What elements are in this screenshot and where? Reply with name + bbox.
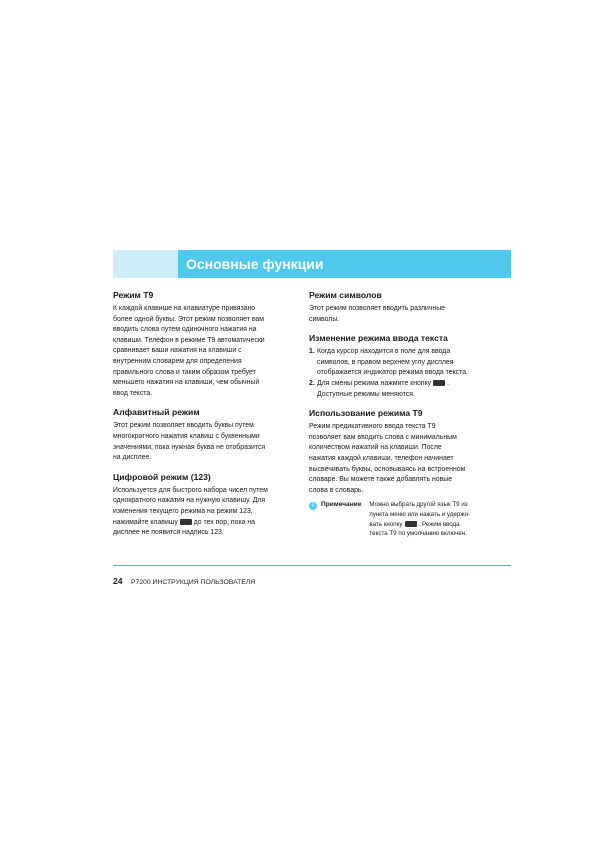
digit-heading: Цифровой режим (123) [113,471,211,482]
footer-text: P7200 ИНСТРУКЦИЯ ПОЛЬЗОВАТЕЛЯ [131,579,256,586]
section-title: Основные функции [186,256,324,272]
note-label: Примечание [321,501,362,509]
left-column [113,290,303,539]
page-footer [113,571,255,589]
note-text-b: . Режим ввода текста T9 по умолчанию включен. [369,520,467,538]
list-item [309,379,509,400]
digit-text-b: до тех пор, пока на дисплее не появится надпись 123. [113,518,256,537]
use-heading: Использование режима T9 [309,408,423,419]
note-text-a: Можно выбрать другой язык T9 из пункта меню или нажать и удержи- вать кнопку [369,501,470,528]
change-heading: Изменение режима ввода текста [309,333,448,344]
sym-text: Этот режим позволяет вводить различные символы. [309,305,445,323]
banner-accent [113,250,178,278]
step-number: 2. [309,379,315,387]
t9-text: К каждой клавише на клавиатуре привязано более одной буквы. Этот режим позволяет вам вводить слова путем одиночного нажатия на клавиши. Телефон в режиме T9 автоматически сравнивает ваши нажатия на клавиши с внутренним словарем для определения правильного слова и таким образом требует меньшего нажатия на клавиши, чем обычный ввод текста. [113,305,265,397]
step-text-a: Для смены режима нажмите кнопку [317,379,432,387]
footer-divider [113,565,511,566]
list-item [309,347,509,379]
note-text [369,500,470,538]
page-number: 24 [113,576,123,586]
t9-heading: Режим T9 [113,290,154,300]
key-icon [180,519,192,525]
key-icon [405,521,417,527]
step-text-b: . Доступные режимы меняются. [317,379,450,398]
digit-text-a: Используется для быстрого набора чисел путем однократного нажатия на нужную клавишу. Для изменения текущего режима на режим 123, нажимайте клавишу [113,486,268,526]
steps-list [309,347,509,400]
step-text: Когда курсор находится в поле для ввода символов, в правом верхнем углу дисплея отображается индикатор режима ввода текста. [317,348,468,377]
right-column [309,290,509,539]
step-number: 1. [309,348,315,356]
use-text: Режим предикативного ввода текста T9 позволяет вам вводить слова с минимальным количеством нажатий на клавиши. После нажатия каждой клавиши, телефон начинает высвечивать буквы, основываясь на встроенном словаре. Вы можете также добавлять новые слова в словарь. [309,423,466,494]
alpha-heading: Алфавитный режим [113,407,200,418]
section-banner [178,250,511,278]
info-icon: i [309,502,317,510]
sym-heading: Режим символов [309,290,382,300]
step-text [317,379,449,400]
key-icon [433,380,445,386]
digit-text [113,486,303,539]
note-block [309,500,509,538]
alpha-text: Этот режим позволяет вводить буквы путем многократного нажатия клавиш с буквенными значениями, пока нужная буква не отобразится на дисплее. [113,422,266,462]
